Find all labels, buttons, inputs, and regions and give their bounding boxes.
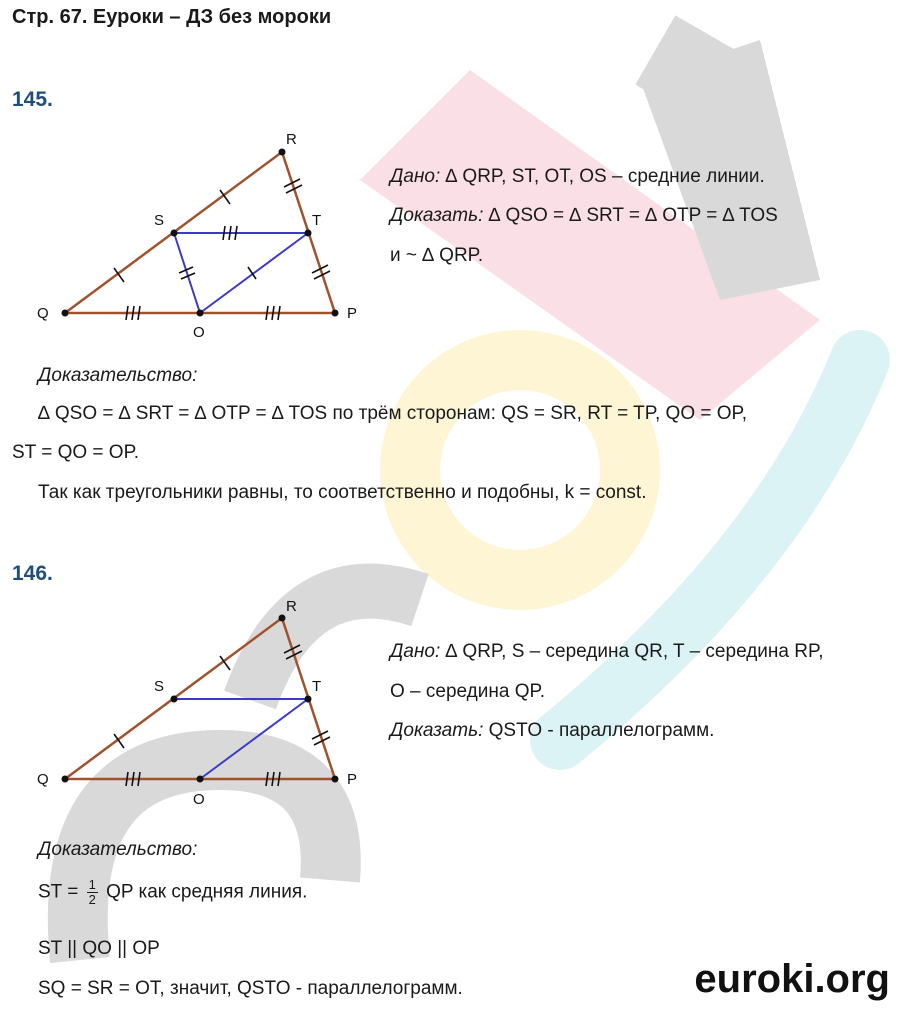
p146-prove-label: Доказать: [390, 720, 484, 741]
p145-given-text: ∆ QRP, ST, OT, OS – средние линии. [440, 166, 765, 187]
p146-given-text: ∆ QRP, S – середина QR, T – середина RP, [440, 641, 824, 662]
point-Q [62, 310, 69, 317]
p145-given-label: Дано: [390, 166, 441, 187]
problem-146-number: 146. [12, 562, 53, 585]
point-R [279, 149, 286, 156]
label-T: T [312, 212, 322, 229]
point-P [332, 776, 339, 783]
page-header: Стр. 67. Еуроки – ДЗ без мороки [12, 6, 332, 28]
label-T: T [312, 678, 322, 695]
p146-prove [390, 720, 714, 742]
point-Q [62, 776, 69, 783]
midline-OT [200, 233, 308, 313]
p146-prove-text: QSTO - параллелограмм. [483, 720, 715, 741]
p145-prove [390, 205, 778, 227]
label-S: S [154, 212, 165, 229]
segment-OT [200, 699, 308, 779]
label-R: R [286, 598, 297, 615]
point-S [171, 696, 178, 703]
p145-proof-line-1: ∆ QSO = ∆ SRT = ∆ OTP = ∆ TOS по трём сторонам: QS = SR, RT = TP, QO = OP, [38, 403, 748, 424]
point-T [305, 230, 312, 237]
p146-proof-line-1-a: ST = [38, 881, 84, 903]
problem-145-number: 145. [12, 88, 53, 111]
point-R [279, 615, 286, 622]
fraction-numerator: 1 [88, 877, 96, 892]
p145-proof-line-2: ST = QO = OP. [12, 442, 140, 463]
label-S: S [154, 678, 165, 695]
p145-proof-label: Доказательство: [38, 365, 198, 386]
p146-given [390, 641, 823, 663]
p146-proof-line-1-b: QP как средняя линия. [100, 881, 308, 903]
p145-proof-line-3: Так как треугольники равны, то соответственно и подобны, k = const. [38, 482, 647, 503]
euroki-logo: euroki.org [694, 957, 890, 1001]
p146-proof-label: Доказательство: [38, 839, 198, 860]
point-O [197, 310, 204, 317]
label-Q: Q [37, 305, 49, 322]
label-O: O [193, 791, 205, 808]
fraction-one-half [87, 878, 98, 907]
p145-given [390, 166, 765, 188]
p145-prove-text: ∆ QSO = ∆ SRT = ∆ OTP = ∆ TOS [483, 205, 778, 226]
label-P: P [347, 771, 358, 788]
label-P: P [347, 305, 358, 322]
p146-given-2: O – середина QP. [390, 681, 546, 702]
p146-proof-line-3: SQ = SR = OT, значит, QSTO - параллелограмм. [38, 978, 463, 999]
p146-proof-line-1 [38, 878, 307, 907]
point-T [305, 696, 312, 703]
fraction-denominator: 2 [88, 892, 96, 907]
figure-145 [30, 125, 370, 350]
midline-SO [174, 233, 200, 313]
label-Q: Q [37, 771, 49, 788]
label-O: O [193, 324, 205, 341]
label-R: R [286, 131, 297, 148]
figure-146 [30, 590, 370, 815]
p145-prove-label: Доказать: [390, 205, 484, 226]
p145-prove-2: и ~ ∆ QRP. [390, 245, 484, 266]
p146-given-label: Дано: [390, 641, 441, 662]
point-P [332, 310, 339, 317]
point-S [171, 230, 178, 237]
p146-proof-line-2: ST || QO || OP [38, 938, 160, 959]
point-O [197, 776, 204, 783]
